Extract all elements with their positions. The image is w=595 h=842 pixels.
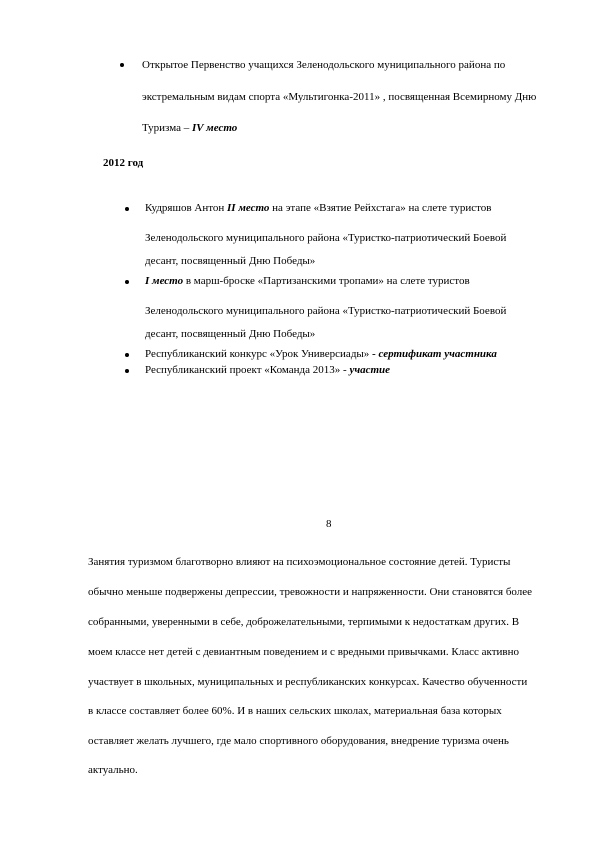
award-line: [145, 275, 470, 287]
award-line: [142, 122, 237, 134]
bullet: [125, 280, 129, 284]
paragraph-line: оставляет желать лучшего, где мало спортивного оборудования, внедрение туризма очень: [88, 735, 509, 747]
award-name: Кудряшов Антон: [145, 202, 228, 214]
paragraph-line: обычно меньше подвержены депрессии, тревожности и напряженности. Они становятся более: [88, 586, 533, 598]
award-text: в марш-броске «Партизанскими тропами» на слете туристов: [183, 275, 470, 287]
bullet: [125, 369, 129, 373]
award-place: IV место: [192, 122, 238, 134]
paragraph-line: участвует в школьных, муниципальных и республиканских конкурсах. Качество обученности: [88, 676, 528, 688]
award-line: десант, посвященный Дню Победы»: [145, 328, 316, 340]
paragraph-line: в классе составляет более 60%. И в наших сельских школах, материальная база которых: [88, 705, 502, 717]
award-line: Открытое Первенство учащихся Зеленодольского муниципального района по: [142, 59, 506, 71]
award-result: - сертификат участника: [372, 348, 497, 360]
award-line: Зеленодольского муниципального района «Туристко-патриотический Боевой: [145, 305, 507, 317]
award-line: [145, 364, 390, 376]
paragraph-line: актуально.: [88, 764, 138, 776]
award-place: I место: [145, 275, 184, 287]
award-text: на этапе «Взятие Рейхстага» на слете туристов: [269, 202, 492, 214]
paragraph-line: моем классе нет детей с девиантным поведением и с вредными привычками. Класс активно: [88, 646, 519, 658]
bullet: [125, 207, 129, 211]
paragraph-line: Занятия туризмом благотворно влияют на психоэмоциональное состояние детей. Туристы: [88, 556, 511, 568]
award-line: экстремальным видам спорта «Мультигонка-2011» , посвященная Всемирному Дню: [142, 91, 537, 103]
award-text: Республиканский конкурс «Урок Универсиады»: [145, 348, 373, 360]
page-number: 8: [326, 518, 332, 530]
award-line: Зеленодольского муниципального района «Туристко-патриотический Боевой: [145, 232, 507, 244]
bullet: [120, 63, 124, 67]
award-text: Республиканский проект «Команда 2013» -: [145, 364, 350, 376]
award-place: II место: [227, 202, 270, 214]
year-heading: 2012 год: [103, 157, 144, 169]
award-line: [145, 348, 497, 360]
award-line: [145, 202, 491, 214]
award-line: десант, посвященный Дню Победы»: [145, 255, 316, 267]
bullet: [125, 353, 129, 357]
award-text: Туризма –: [142, 122, 193, 134]
paragraph-line: собранными, уверенными в себе, доброжелательными, терпимыми к недостаткам других. В: [88, 616, 520, 628]
award-result: участие: [349, 364, 391, 376]
